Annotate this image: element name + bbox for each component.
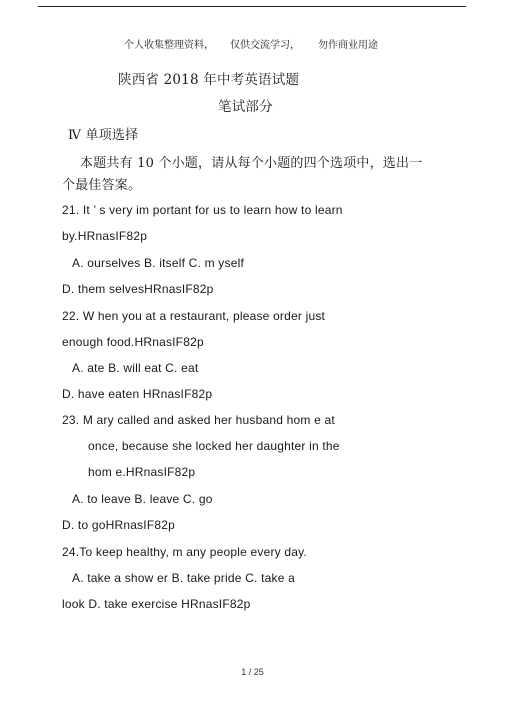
exam-subtitle: 笔试部分 — [218, 99, 273, 115]
question-line: once, because she locked her daughter in the — [88, 439, 340, 453]
section-heading: Ⅳ 单项选择 — [68, 128, 139, 143]
instructions-line-1: 本题共有 10 个小题，请从每个小题的四个选项中，选出一 — [80, 156, 423, 171]
question-line: 21. It ’ s very im portant for us to learn how to learn — [62, 203, 343, 217]
header-note-right: 勿作商业用途 — [318, 40, 378, 51]
question-line: by.HRnasIF82p — [62, 229, 148, 243]
answer-options-line: D. to goHRnasIF82p — [62, 518, 175, 532]
instructions-line-2: 个最佳答案。 — [62, 178, 142, 193]
question-line: 22. W hen you at a restaurant, please order just — [62, 309, 326, 323]
answer-options-line: A. ourselves B. itself C. m yself — [72, 256, 244, 270]
exam-title: 陕西省 2018 年中考英语试题 — [118, 72, 300, 88]
answer-options-line: D. have eaten HRnasIF82p — [62, 387, 213, 401]
question-line: enough food.HRnasIF82p — [62, 335, 204, 349]
header-rule — [38, 6, 466, 7]
page-number: 1 / 25 — [241, 667, 264, 677]
header-note-middle: 仅供交流学习， — [230, 40, 300, 51]
answer-options-line: A. ate B. will eat C. eat — [72, 361, 199, 375]
answer-options-line: A. take a show er B. take pride C. take a — [72, 571, 295, 585]
question-line: 23. M ary called and asked her husband hom e at — [62, 413, 335, 427]
answer-options-line: A. to leave B. leave C. go — [72, 492, 213, 506]
answer-options-line: look D. take exercise HRnasIF82p — [62, 597, 251, 611]
question-line: 24.To keep healthy, m any people every day. — [62, 545, 307, 559]
question-line: hom e.HRnasIF82p — [88, 465, 196, 479]
header-note-left: 个人收集整理资料， — [124, 40, 214, 51]
answer-options-line: D. them selvesHRnasIF82p — [62, 282, 214, 296]
